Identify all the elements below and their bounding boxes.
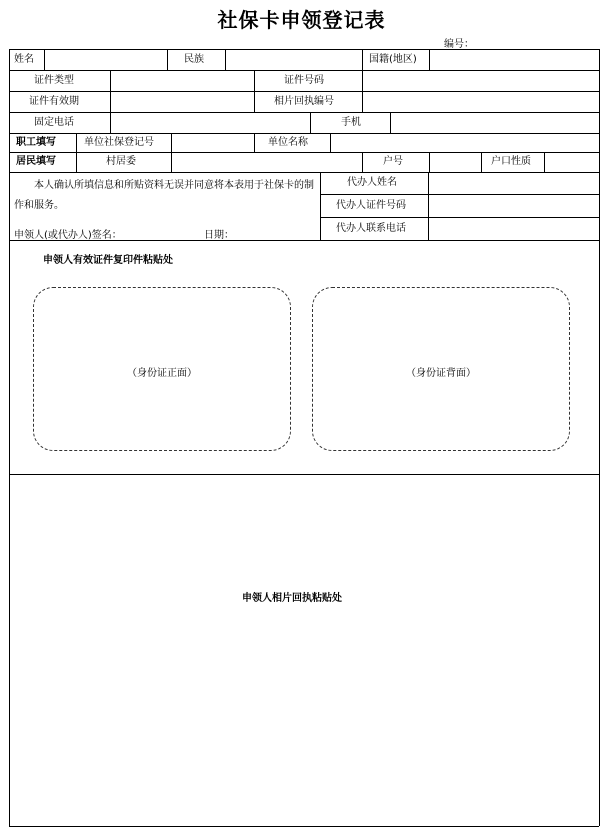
grid-line xyxy=(110,70,111,133)
grid-line xyxy=(481,152,482,172)
grid-line xyxy=(44,49,45,70)
employer-name-label: 单位名称 xyxy=(268,137,308,148)
declaration-text: 本人确认所填信息和所贴资料无误并同意将本表用于社保卡的制作和服务。 xyxy=(14,180,314,211)
grid-line xyxy=(9,70,599,71)
name-label: 姓名 xyxy=(14,54,34,65)
grid-line xyxy=(9,112,599,113)
id-number-label: 证件号码 xyxy=(284,75,324,86)
id-front-label: （身份证正面） xyxy=(127,368,197,379)
id-back-paste-area xyxy=(312,287,570,451)
grid-line xyxy=(330,133,331,152)
village-label: 村居委 xyxy=(106,156,136,167)
form-title: 社保卡申领登记表 xyxy=(217,8,386,32)
grid-line xyxy=(362,70,363,112)
agent-name-label: 代办人姓名 xyxy=(347,177,397,188)
grid-line xyxy=(167,49,168,70)
grid-line xyxy=(225,49,226,70)
photo-receipt-label: 相片回执编号 xyxy=(274,96,334,107)
grid-line xyxy=(254,133,255,152)
grid-line xyxy=(9,172,599,173)
grid-line xyxy=(171,152,172,172)
grid-line xyxy=(9,49,10,826)
resident-section-label: 居民填写 xyxy=(16,156,56,167)
agent-id-label: 代办人证件号码 xyxy=(336,200,406,211)
grid-line xyxy=(9,474,599,475)
grid-line xyxy=(9,49,599,50)
grid-line xyxy=(9,152,599,153)
signature-label: 申领人(或代办人)签名： xyxy=(14,230,122,241)
serial-number-label: 编号： xyxy=(444,39,474,50)
id-front-paste-area xyxy=(33,287,291,451)
grid-line xyxy=(362,49,363,70)
landline-label: 固定电话 xyxy=(34,117,74,128)
household-no-label: 户号 xyxy=(383,156,403,167)
grid-line xyxy=(310,112,311,133)
agent-phone-label: 代办人联系电话 xyxy=(336,223,406,234)
grid-line xyxy=(171,133,172,152)
grid-line xyxy=(599,49,600,826)
employer-reg-label: 单位社保登记号 xyxy=(84,137,154,148)
grid-line xyxy=(390,112,391,133)
photo-receipt-section-title: 申领人相片回执粘贴处 xyxy=(242,593,342,604)
id-validity-label: 证件有效期 xyxy=(29,96,79,107)
grid-line xyxy=(76,133,77,172)
grid-line xyxy=(544,152,545,172)
hukou-type-label: 户口性质 xyxy=(491,156,531,167)
grid-line xyxy=(320,194,599,195)
nationality-label: 国籍(地区) xyxy=(369,54,417,65)
grid-line xyxy=(9,826,599,827)
grid-line xyxy=(320,172,321,240)
grid-line xyxy=(429,49,430,70)
grid-line xyxy=(428,172,429,240)
grid-line xyxy=(362,152,363,172)
id-copy-section-title: 申领人有效证件复印件粘贴处 xyxy=(43,255,173,266)
employee-section-label: 职工填写 xyxy=(16,137,56,148)
grid-line xyxy=(9,133,599,134)
date-label: 日期： xyxy=(204,230,234,241)
mobile-label: 手机 xyxy=(341,117,361,128)
ethnicity-label: 民族 xyxy=(184,54,204,65)
grid-line xyxy=(429,152,430,172)
grid-line xyxy=(9,91,599,92)
grid-line xyxy=(320,217,599,218)
grid-line xyxy=(254,70,255,112)
id-back-label: （身份证背面） xyxy=(406,368,476,379)
id-type-label: 证件类型 xyxy=(34,75,74,86)
